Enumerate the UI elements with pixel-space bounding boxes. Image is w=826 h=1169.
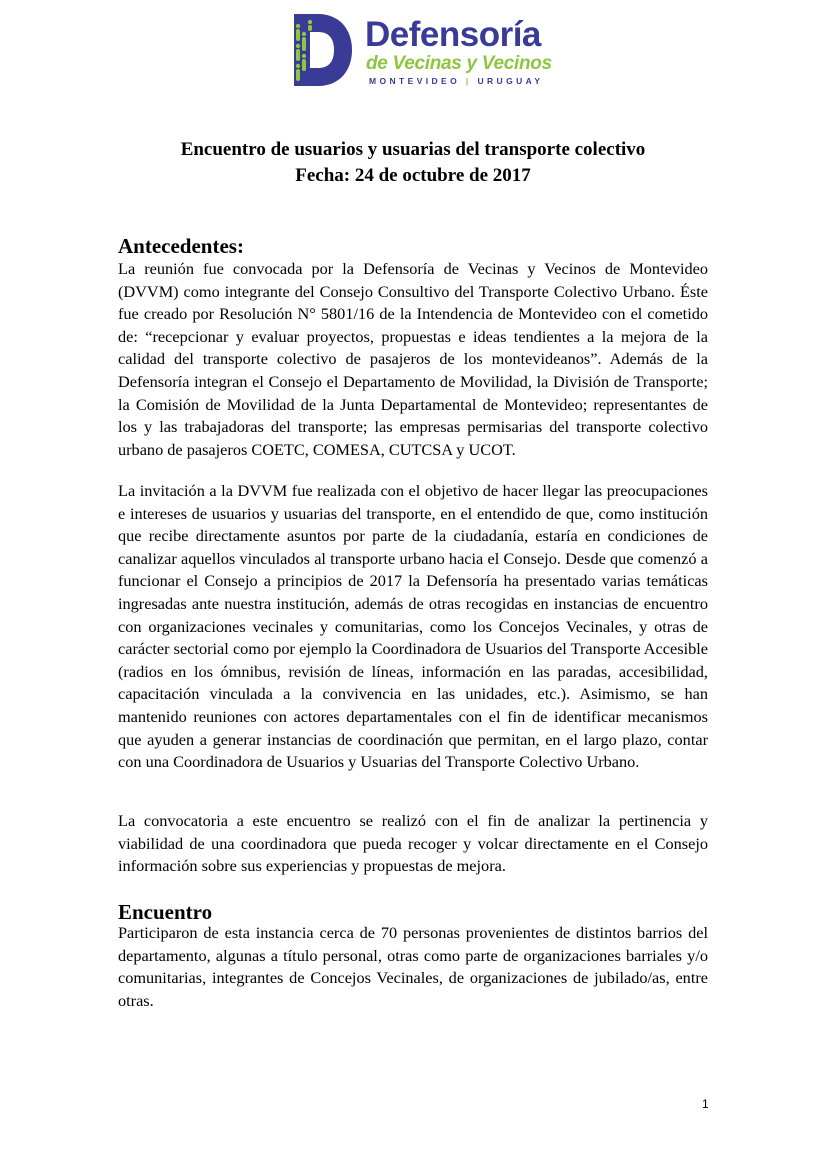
paragraph-encuentro-1: Participaron de esta instancia cerca de 70 personas provenientes de distintos barrios del departamento, algunas a título personal, otras como parte de organizaciones barriales y/o comunitarias, integrantes de Concejos Vecinales, de organizaciones de jubilado/as, entre otras. [118, 923, 708, 1010]
logo-city-separator: | [465, 76, 472, 86]
section-heading-antecedentes: Antecedentes: [118, 234, 244, 258]
logo-city [369, 76, 543, 87]
logo-subtitle: de Vecinas y Vecinos [366, 53, 552, 74]
title-line-1: Encuentro de usuarios y usuarias del transporte colectivo [180, 139, 646, 160]
title-line-2: Fecha: 24 de octubre de 2017 [295, 165, 531, 186]
paragraph-antecedentes-3: La convocatoria a este encuentro se realizó con el fin de analizar la pertinencia y viabilidad de una coordinadora que pueda recoger y volcar directamente en el Consejo información sobre sus experiencias y propuestas de mejora. [118, 811, 708, 876]
logo-city-right: URUGUAY [477, 76, 544, 86]
document-title [0, 137, 826, 189]
section-heading-encuentro: Encuentro [118, 900, 213, 924]
paragraph-antecedentes-1: La reunión fue convocada por la Defensoría de Vecinas y Vecinos de Montevideo (DVVM) como integrante del Consejo Consultivo del Transporte Colectivo Urbano. Éste fue creado por Resolución N° 5801/16 de la Intendencia de Montevideo con el cometido de: “recepcionar y evaluar proyectos, propuestas e ideas tendientes a la mejora de la calidad del transporte colectivo de pasajeros de los montevideanos”. Además de la Defensoría integran el Consejo el Departamento de Movilidad, la División de Transporte; la Comisión de Movilidad de la Junta Departamental de Montevideo; representantes de los y las trabajadoras del transporte; las empresas permisarias del transporte colectivo urbano de pasajeros COETC, COMESA, CUTCSA y UCOT. [118, 259, 708, 459]
paragraph-antecedentes-2: La invitación a la DVVM fue realizada con el objetivo de hacer llegar las preocupaciones e intereses de usuarios y usuarias del transporte, en el entendido de que, como institución que recibe directamente asuntos por parte de la ciudadanía, estaría en condiciones de canalizar aquellos vinculados al transporte urbano hacia el Consejo. Desde que comenzó a funcionar el Consejo a principios de 2017 la Defensoría ha presentado varias temáticas ingresadas ante nuestra institución, además de otras recogidas en instancias de encuentro con organizaciones vecinales y comunitarias, como los Concejos Vecinales, y otras de carácter sectorial como por ejemplo la Coordinadora de Usuarios del Transporte Accesible (radios en los ómnibus, revisión de líneas, información en las paradas, accesibilidad, capacitación vinculada a la convivencia en las unidades, etc.). Asimismo, se han mantenido reuniones con actores departamentales con el fin de identificar mecanismos que ayuden a generar instancias de coordinación que permitan, en el largo plazo, contar con una Coordinadora de Usuarios y Usuarias del Transporte Colectivo Urbano. [118, 481, 708, 772]
page-number: 1 [702, 1097, 709, 1111]
defensoria-logo [292, 12, 562, 88]
defensoria-d-mark-icon [292, 12, 354, 88]
logo-title: Defensoría [365, 15, 541, 54]
logo-city-left: MONTEVIDEO [369, 76, 461, 86]
